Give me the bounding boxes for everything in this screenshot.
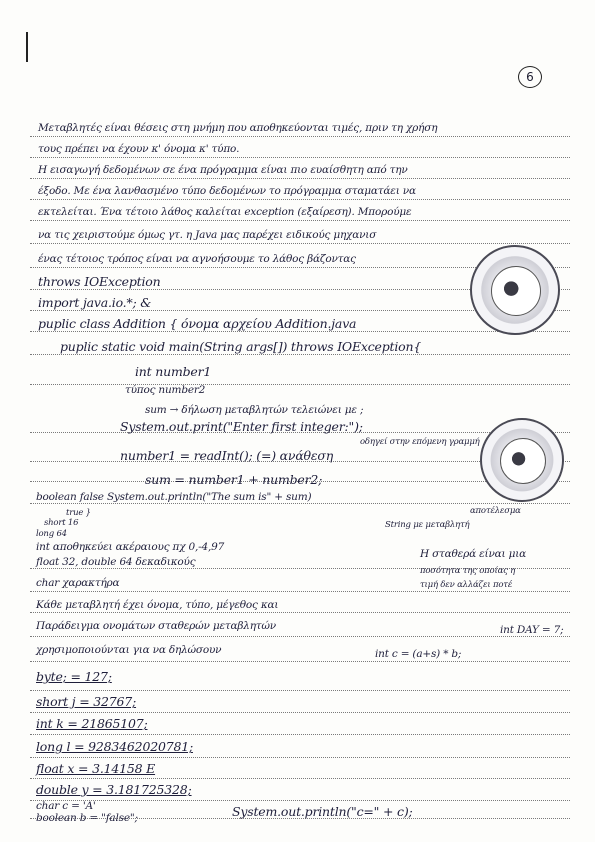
- ruled-line: [30, 778, 570, 779]
- handwritten-line: import java.io.*; &: [38, 295, 152, 310]
- handwritten-line: χρησιμοποιούνται για να δηλώσουν: [36, 644, 222, 656]
- handwritten-line: ένας τέτοιος τρόπος είναι να αγνοήσουμε το λάθος βάζοντας: [38, 253, 356, 265]
- handwritten-line: int number1: [135, 364, 212, 379]
- handwritten-line: long 64: [36, 529, 67, 539]
- handwritten-line: char c = 'A': [36, 800, 96, 812]
- handwritten-line: char χαρακτήρα: [36, 577, 120, 589]
- side-note: int c = (a+s) * b;: [375, 648, 462, 660]
- handwritten-line: long l = 9283462020781;: [36, 739, 193, 754]
- ruled-line: [30, 712, 570, 713]
- handwritten-line: εκτελείται. Ένα τέτοιο λάθος καλείται exception (εξαίρεση). Μπορούμε: [38, 206, 412, 218]
- ruled-line: [30, 354, 570, 355]
- official-stamp-lower: [480, 418, 564, 502]
- handwritten-line: System.out.println("c=" + c);: [232, 804, 413, 819]
- side-note: Η σταθερά είναι μια: [420, 548, 527, 560]
- side-note: String με μεταβλητή: [385, 520, 470, 530]
- ruled-line: [30, 503, 570, 504]
- handwritten-line: sum = number1 + number2;: [145, 472, 323, 487]
- official-stamp-upper: [470, 245, 560, 335]
- side-note: ποσότητα της οποίας η: [420, 566, 516, 576]
- handwritten-line: float 32, double 64 δεκαδικούς: [36, 556, 196, 568]
- handwritten-line: sum → δήλωση μεταβλητών τελειώνει με ;: [145, 404, 364, 416]
- ruled-line: [30, 636, 570, 637]
- ruled-line: [30, 690, 570, 691]
- page-number: 6: [518, 66, 542, 88]
- ruled-line: [30, 331, 570, 332]
- handwritten-line: boolean b = "false";: [36, 812, 138, 824]
- ruled-line: [30, 661, 570, 662]
- ruled-line: [30, 734, 570, 735]
- ruled-line: [30, 591, 570, 592]
- side-note: int DAY = 7;: [500, 624, 564, 636]
- ruled-line: [30, 384, 570, 385]
- handwritten-line: throws IOException: [38, 274, 161, 289]
- side-note: αποτέλεσμα: [470, 506, 521, 516]
- ruled-line: [30, 136, 570, 137]
- side-note: οδηγεί στην επόμενη γραμμή: [360, 437, 480, 447]
- ruled-line: [30, 612, 570, 613]
- ruled-line: [30, 178, 570, 179]
- side-note: τιμή δεν αλλάζει ποτέ: [420, 580, 513, 590]
- ruled-line: [30, 220, 570, 221]
- handwritten-line: System.out.print("Enter first integer:");: [120, 419, 363, 434]
- handwritten-line: double y = 3.181725328;: [36, 782, 192, 797]
- handwritten-line: number1 = readInt(); (=) ανάθεση: [120, 448, 334, 463]
- handwritten-line: να τις χειριστούμε όμως γτ. η Java μας παρέχει ειδικούς μηχανισ: [38, 229, 377, 241]
- ruled-line: [30, 243, 570, 244]
- handwritten-line: puplic class Addition { όνομα αρχείου Addition.java: [38, 316, 357, 331]
- handwritten-line: boolean false System.out.println("The sum is" + sum): [36, 491, 312, 503]
- handwritten-line: Παράδειγμα ονομάτων σταθερών μεταβλητών: [36, 620, 276, 632]
- handwritten-line: Η εισαγωγή δεδομένων σε ένα πρόγραμμα είναι πιο ευαίσθητη από την: [38, 164, 408, 176]
- handwritten-line: puplic static void main(String args[]) throws IOException{: [60, 339, 422, 354]
- handwritten-line: short 16: [44, 518, 79, 528]
- handwritten-line: true }: [66, 508, 91, 518]
- ruled-line: [30, 800, 570, 801]
- handwritten-line: int αποθηκεύει ακέραιους πχ 0,-4,97: [36, 541, 225, 553]
- handwritten-line: short j = 32767;: [36, 694, 137, 709]
- margin-mark: [26, 32, 28, 62]
- ruled-line: [30, 157, 570, 158]
- handwritten-line: Μεταβλητές είναι θέσεις στη μνήμη που αποθηκεύονται τιμές, πριν τη χρήση: [38, 122, 438, 134]
- ruled-line: [30, 199, 570, 200]
- handwritten-line: έξοδο. Με ένα λανθασμένο τύπο δεδομένων το πρόγραμμα σταματάει να: [38, 185, 416, 197]
- handwritten-line: Κάθε μεταβλητή έχει όνομα, τύπο, μέγεθος και: [36, 599, 279, 611]
- handwritten-line: int k = 21865107;: [36, 716, 148, 731]
- handwritten-line: τύπος number2: [125, 384, 206, 396]
- handwritten-line: float x = 3.14158 E: [36, 761, 156, 776]
- handwritten-line: byte; = 127;: [36, 669, 112, 684]
- ruled-line: [30, 757, 570, 758]
- handwritten-line: τους πρέπει να έχουν κ' όνομα κ' τύπο.: [38, 143, 240, 155]
